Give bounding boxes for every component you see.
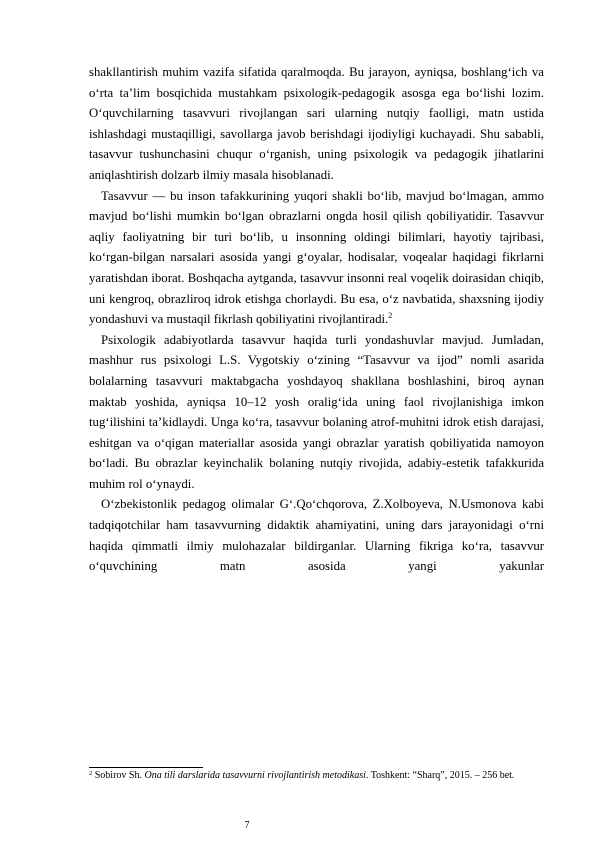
footnote-title: Ona tili darslarida tasavvurni rivojlantirish metodikasi [144, 770, 366, 781]
paragraph-4 [89, 494, 544, 576]
paragraph-4-text: O‘zbekistonlik pedagog olimalar G‘.Qo‘chqorova, Z.Xolboyeva, N.Usmonova kabi tadqiqotchilar ham tasavvurning didaktik ahamiyatini, uning dars jarayonidagi o‘rni haqida qimmatli ilmiy mulohazalar bildirganlar. Ularning fikriga ko‘ra, tasavvur o‘quvchining matn asosida yangi yakunlar [89, 497, 544, 574]
paragraph-1-text: shakllantirish muhim vazifa sifatida qaralmoqda. Bu jarayon, ayniqsa, boshlang‘ich va o‘rta ta’lim bosqichida mustahkam psixologik-pedagogik asosga ega bo‘lishi lozim. O‘quvchilarning tasavvuri rivojlangan sari ularning nutqiy faolligi, matn ustida ishlashdagi mustaqilligi, savollarga javob berishdagi ijodiyligi kuchayadi. Shu sababli, tasavvur tushunchasini chuqur o‘rganish, uning psixologik va pedagogik jihatlarini aniqlashtirish dolzarb ilmiy masala hisoblanadi. [89, 65, 544, 182]
paragraph-2-text: Tasavvur — bu inson tafakkurining yuqori shakli bo‘lib, mavjud bo‘lmagan, ammo mavjud bo‘lishi mumkin bo‘lgan obrazlarni ongda hosil qilish qobiliyatidir. Tasavvur aqliy faoliyatning bir turi bo‘lib, u insonning oldingi bilimlari, hayotiy tajribasi, ko‘rgan-bilgan narsalari asosida yangi g‘oyalar, hodisalar, voqealar haqidagi fikrlarni yaratishdan iborat. Boshqacha aytganda, tasavvur insonni real voqelik doirasidan chiqib, uni kengroq, obrazliroq idrok etishga chorlaydi. Bu esa, o‘z navbatida, shaxsning ijodiy yondashuvi va mustaqil fikrlash qobiliyatini rivojlantiradi. [89, 188, 544, 327]
footnote-author: Sobirov Sh. [94, 770, 142, 781]
footnote [89, 770, 519, 783]
paragraph-3 [89, 330, 544, 495]
page-number: 7 [244, 820, 250, 831]
paragraph-1 [89, 62, 544, 186]
paragraph-3-text: Psixologik adabiyotlarda tasavvur haqida turli yondashuvlar mavjud. Jumladan, mashhur rus psixologi L.S. Vygotskiy o‘zining “Tasavvur va ijod” nomli asarida bolalarning tasavvuri maktabgacha yoshdayoq shakllana boshlashini, biroq aynan maktab yoshida, ayniqsa 10–12 yosh oralig‘ida uning faol rivojlanishiga imkon tug‘ilishini ta’kidlaydi. Unga ko‘ra, tasavvur bolaning atrof-muhitni idrok etish darajasi, eshitgan va o‘qigan materiallar asosida yangi obrazlar yaratish qobiliyatida namoyon bo‘ladi. Bu obrazlar keyinchalik bolaning nutqiy rivojida, adabiy-estetik tafakkurida muhim rol o‘ynaydi. [89, 332, 544, 491]
footnote-publisher: . Toshkent: “Sharq”, 2015. – 256 bet. [365, 770, 515, 781]
body-text [89, 62, 544, 577]
footnote-number: 2 [89, 770, 93, 777]
footnote-separator [89, 767, 203, 768]
footnote-reference[interactable]: 2 [388, 311, 393, 321]
paragraph-2 [89, 186, 544, 330]
